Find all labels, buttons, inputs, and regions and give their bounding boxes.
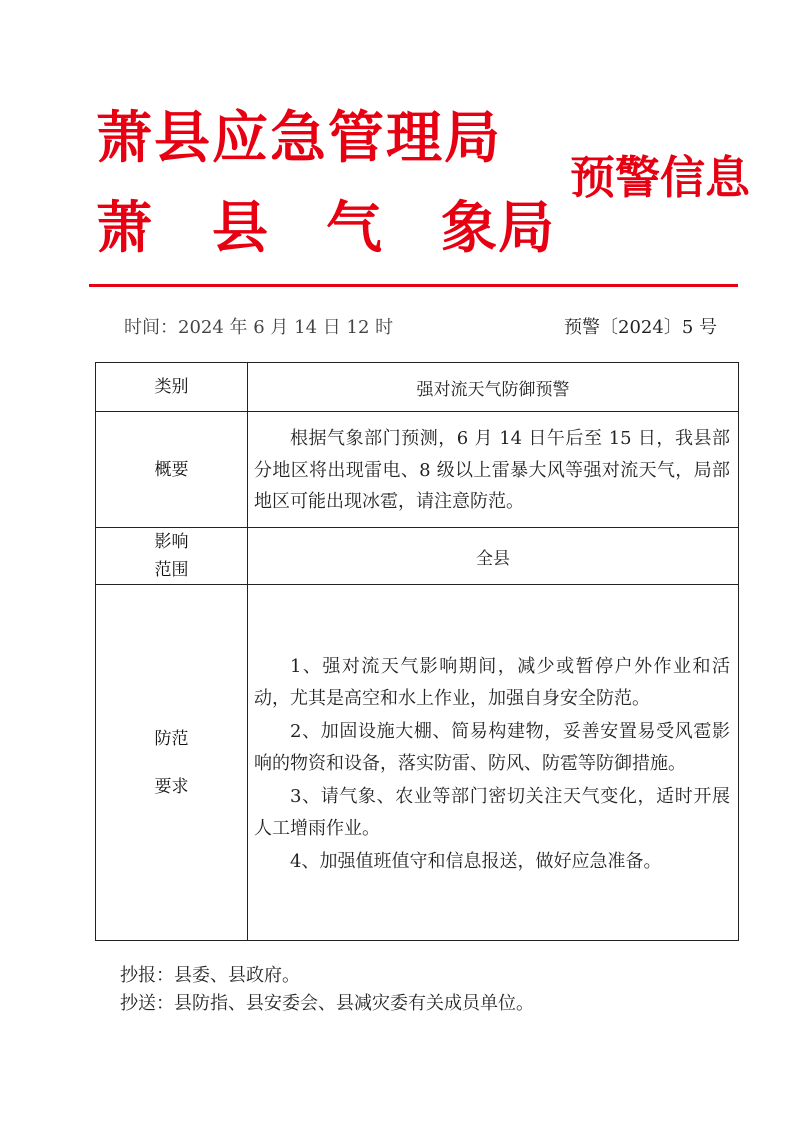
requirement-item: 1、强对流天气影响期间，减少或暂停户外作业和活动，尤其是高空和水上作业，加强自身安全防范。 xyxy=(254,655,730,710)
scope-label xyxy=(96,528,248,585)
summary-label: 概要 xyxy=(96,412,248,528)
send-to-line: 抄送：县防指、县安委会、县减灾委有关成员单位。 xyxy=(120,993,534,1014)
issuer-char: 局 xyxy=(498,195,554,261)
category-value: 强对流天气防御预警 xyxy=(248,363,739,412)
red-header-rule xyxy=(89,284,738,287)
warning-info-table xyxy=(95,362,739,941)
issuer-char: 萧 xyxy=(96,195,152,261)
issuer-emergency-bureau: 萧县应急管理局 xyxy=(96,105,502,171)
requirements-label-line2: 要求 xyxy=(154,776,189,797)
row-category xyxy=(96,363,739,412)
requirements-label xyxy=(96,585,248,941)
scope-label-line1: 影响 xyxy=(154,532,189,552)
issuer-char: 气 xyxy=(326,195,382,261)
document-number: 预警〔2024〕5 号 xyxy=(564,317,717,338)
requirements-cell xyxy=(248,585,739,941)
requirement-item: 2、加固设施大棚、简易构建物，妥善安置易受风雹影响的物资和设备，落实防雷、防风、防雹等防御措施。 xyxy=(254,720,730,775)
document-type-title: 预警信息 xyxy=(570,151,751,204)
row-requirements xyxy=(96,585,739,941)
row-summary xyxy=(96,412,739,528)
category-label: 类别 xyxy=(96,363,248,412)
requirement-item: 4、加强值班值守和信息报送，做好应急准备。 xyxy=(290,850,662,872)
issuer-char: 象 xyxy=(441,195,497,261)
scope-value: 全县 xyxy=(248,528,739,585)
summary-text: 根据气象部门预测，6 月 14 日午后至 15 日，我县部分地区将出现雷电、8 级以上雷暴大风等强对流天气，局部地区可能出现冰雹，请注意防范。 xyxy=(254,428,730,513)
row-scope xyxy=(96,528,739,585)
requirement-item: 3、请气象、农业等部门密切关注天气变化，适时开展人工增雨作业。 xyxy=(254,785,730,840)
requirements-label-line1: 防范 xyxy=(154,728,189,749)
issue-time: 时间：2024 年 6 月 14 日 12 时 xyxy=(124,317,394,338)
summary-cell xyxy=(248,412,739,528)
report-to-line: 抄报：县委、县政府。 xyxy=(120,965,300,986)
scope-label-line2: 范围 xyxy=(154,560,189,580)
issuer-char: 县 xyxy=(212,195,268,261)
